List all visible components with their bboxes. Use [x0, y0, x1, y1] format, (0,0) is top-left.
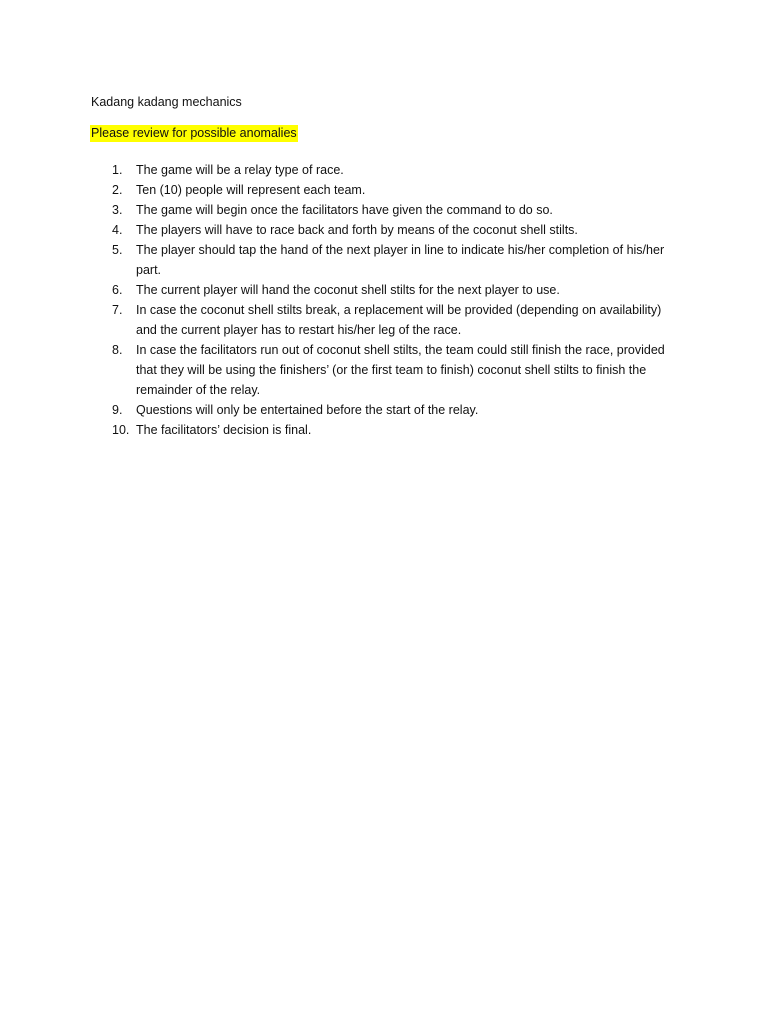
list-item [91, 160, 691, 180]
list-item-text: Questions will only be entertained before the start of the relay. [136, 403, 479, 417]
list-item [91, 240, 691, 280]
list-item-number: 8. [112, 343, 123, 357]
list-item-number: 2. [112, 183, 123, 197]
list-item-text: In case the coconut shell stilts break, a replacement will be provided (depending on availability) and the current player has to restart his/her leg of the race. [136, 303, 662, 337]
list-item [91, 340, 691, 400]
list-item-text: The game will begin once the facilitators have given the command to do so. [136, 203, 553, 217]
list-item-text: The players will have to race back and forth by means of the coconut shell stilts. [136, 223, 578, 237]
list-item-text: The game will be a relay type of race. [136, 163, 344, 177]
list-item-text: Ten (10) people will represent each team. [136, 183, 366, 197]
document-title: Kadang kadang mechanics [91, 95, 242, 109]
list-item-number: 7. [112, 303, 123, 317]
list-item-text: The player should tap the hand of the next player in line to indicate his/her completion of his/her part. [136, 243, 665, 277]
highlighted-review-text: Please review for possible anomalies [91, 126, 297, 140]
list-item-text: The current player will hand the coconut shell stilts for the next player to use. [136, 283, 560, 297]
list-item-number: 4. [112, 223, 123, 237]
list-item [91, 300, 691, 340]
list-item [91, 280, 691, 300]
list-item-number: 9. [112, 403, 123, 417]
list-item-number: 10. [112, 423, 130, 437]
mechanics-list [91, 160, 691, 440]
list-item [91, 200, 691, 220]
list-item-text: In case the facilitators run out of coconut shell stilts, the team could still finish the race, provided that they will be using the finishers’ (or the first team to finish) coconut shell stilts to finish the remainder of the relay. [136, 343, 665, 397]
list-item-text: The facilitators’ decision is final. [136, 423, 312, 437]
review-note [90, 125, 298, 141]
list-item [91, 400, 691, 420]
list-item [91, 420, 691, 440]
list-item-number: 1. [112, 163, 123, 177]
list-item [91, 180, 691, 200]
list-item-number: 5. [112, 243, 123, 257]
list-item-number: 6. [112, 283, 123, 297]
list-item-number: 3. [112, 203, 123, 217]
list-item [91, 220, 691, 240]
